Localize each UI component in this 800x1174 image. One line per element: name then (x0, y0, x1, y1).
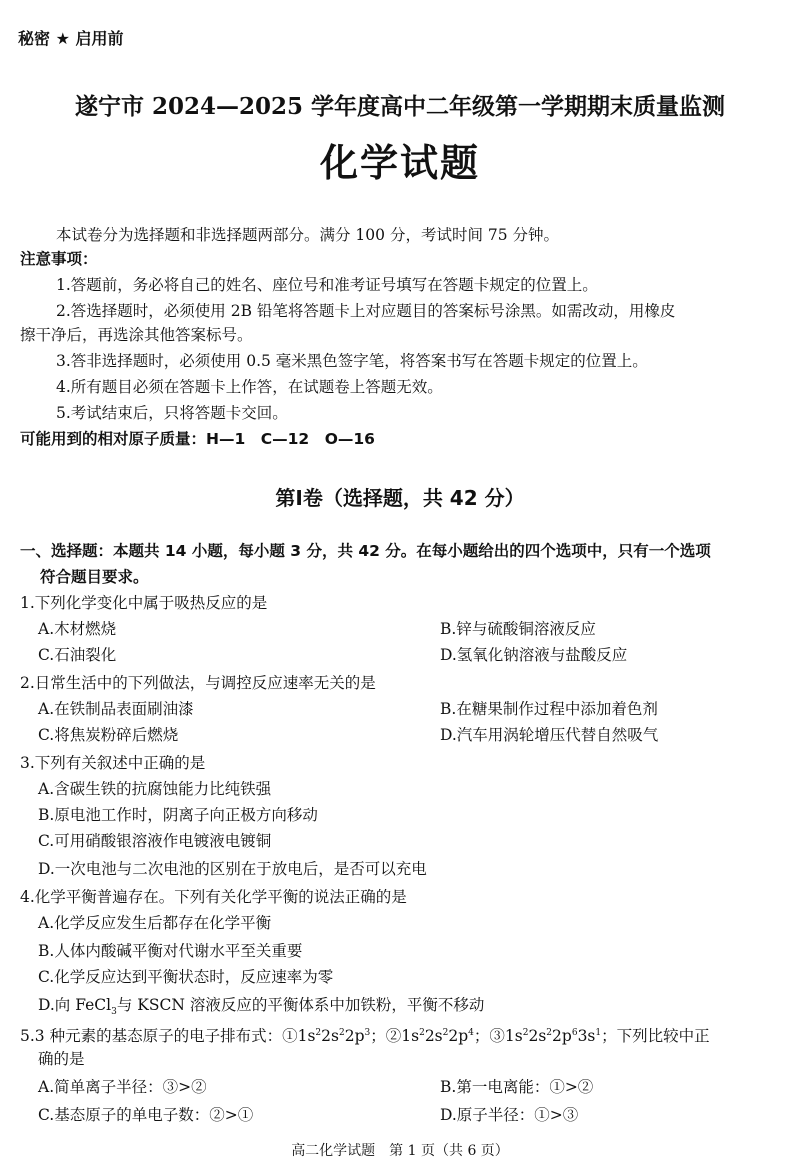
q4-option-c: C.化学反应达到平衡状态时，反应速率为零 (38, 968, 334, 986)
q2-option-a: A.在铁制品表面刷油漆 (38, 700, 194, 718)
instruction-line-1: 一、选择题：本题共 14 小题，每小题 3 分，共 42 分。在每小题给出的四个选项中，只有一个选项 (20, 542, 711, 560)
notes-heading: 注意事项： (20, 250, 98, 268)
q4-option-d-pre: D.向 FeCl (38, 996, 112, 1014)
q3-option-b: B.原电池工作时，阴离子向正极方向移动 (38, 806, 318, 824)
q5-stem-post: ；下列比较中正 (601, 1027, 710, 1045)
instruction-line-2: 符合题目要求。 (40, 568, 149, 586)
q4-option-d-sub: 3 (111, 1007, 117, 1018)
q2-option-b: B.在糖果制作过程中添加着色剂 (440, 700, 658, 718)
q4-option-d-post: 与 KSCN 溶液反应的平衡体系中加铁粉，平衡不移动 (116, 996, 485, 1014)
secret-mark: 秘密 ★ 启用前 (18, 29, 124, 48)
q4-stem: 4.化学平衡普遍存在。下列有关化学平衡的说法正确的是 (20, 888, 407, 906)
q5-stem: 5.3 种元素的基态原子的电子排布式：$①1s^22s^22p^3$；$②1s^22s^22p^4$；$③1s^22s^22p^63s^1$；下列比较中正 (20, 1027, 710, 1045)
q5-option-c: C.基态原子的单电子数：②>① (38, 1106, 254, 1124)
page-footer: 高二化学试题 第 1 页（共 6 页） (291, 1143, 509, 1159)
q2-option-c: C.将焦炭粉碎后燃烧 (38, 726, 179, 744)
q2-stem: 2.日常生活中的下列做法，与调控反应速率无关的是 (20, 674, 376, 692)
q2-option-d: D.汽车用涡轮增压代替自然吸气 (440, 726, 659, 744)
section-title: 第Ⅰ卷（选择题，共 42 分） (275, 486, 525, 510)
q3-option-c: C.可用硝酸银溶液作电镀液电镀铜 (38, 832, 272, 850)
q5-option-a: A.简单离子半径：③>② (38, 1078, 207, 1096)
note-item-1: 1.答题前，务必将自己的姓名、座位号和准考证号填写在答题卡规定的位置上。 (56, 276, 598, 294)
q5-stem-pre: 5.3 种元素的基态原子的电子排布式： (20, 1027, 283, 1045)
q1-option-a: A.木材燃烧 (38, 620, 117, 638)
q1-option-c: C.石油裂化 (38, 646, 117, 664)
q1-option-d: D.氢氧化钠溶液与盐酸反应 (440, 646, 628, 664)
q3-option-d: D.一次电池与二次电池的区别在于放电后，是否可以充电 (38, 860, 427, 878)
intro-text: 本试卷分为选择题和非选择题两部分。满分 100 分，考试时间 75 分钟。 (56, 226, 560, 244)
q3-stem: 3.下列有关叙述中正确的是 (20, 754, 206, 772)
note-item-4: 4.所有题目必须在答题卡上作答，在试题卷上答题无效。 (56, 378, 443, 396)
note-item-5: 5.考试结束后，只将答题卡交回。 (56, 404, 288, 422)
q5-option-d: D.原子半径：①>③ (440, 1106, 579, 1124)
q5-option-b: B.第一电离能：①>② (440, 1078, 594, 1096)
q1-stem: 1.下列化学变化中属于吸热反应的是 (20, 594, 268, 612)
atomic-mass-line: 可能用到的相对原子质量：H—1 C—12 O—16 (20, 430, 375, 448)
q4-option-b: B.人体内酸碱平衡对代谢水平至关重要 (38, 942, 303, 960)
note-item-2-cont: 擦干净后，再选涂其他答案标号。 (20, 326, 253, 344)
subject-title: 化学试题 (319, 140, 480, 185)
q3-option-a: A.含碳生铁的抗腐蚀能力比纯铁强 (38, 780, 272, 798)
q4-option-a: A.化学反应发生后都存在化学平衡 (38, 914, 272, 932)
note-item-2: 2.答选择题时，必须使用 2B 铅笔将答题卡上对应题目的答案标号涂黑。如需改动，用橡皮 (56, 302, 676, 320)
note-item-3: 3.答非选择题时，必须使用 0.5 毫米黑色签字笔，将答案书写在答题卡规定的位置上。 (56, 352, 648, 370)
q1-option-b: B.锌与硫酸铜溶液反应 (440, 620, 596, 638)
exam-title: 遂宁市 2024—2025 学年度高中二年级第一学期期末质量监测 (74, 93, 726, 120)
q5-stem-line-2: 确的是 (38, 1050, 85, 1068)
